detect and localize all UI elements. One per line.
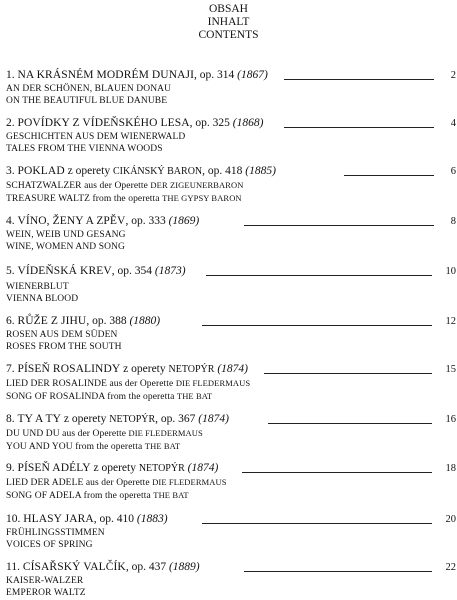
entry-opus: , op. 418 (202, 165, 243, 177)
entry-de: KAISER-WALZER (6, 576, 84, 586)
entry-en: ON THE BEAUTIFUL BLUE DANUBE (6, 96, 168, 106)
entry-de-source: DIE FLEDERMAUS (152, 477, 227, 487)
entry-year: (1889) (168, 561, 200, 573)
entry-number: 7. (6, 363, 15, 375)
toc-entry[interactable] (6, 512, 456, 551)
entry-connector: z operety (64, 165, 113, 177)
entry-heading (6, 264, 456, 279)
entry-title: PÍSEŇ ROSALINDY (17, 363, 121, 375)
entry-en-title: YOU AND YOU (6, 442, 73, 452)
entry-en (6, 390, 456, 403)
toc-entry[interactable] (6, 560, 456, 599)
entry-de-title: LIED DER ROSALINDE (6, 379, 108, 389)
toc-entry[interactable] (6, 68, 456, 107)
leader-rule (244, 225, 434, 226)
leader-rule (284, 127, 434, 128)
entry-de-connector: aus der Operette (83, 478, 153, 488)
entry-en-source: THE GYPSY BARON (162, 193, 242, 203)
entry-de: FRÜHLINGSSTIMMEN (6, 528, 105, 538)
entry-number: 3. (6, 165, 15, 177)
entry-number: 6. (6, 315, 15, 327)
leader-rule (202, 325, 432, 326)
entry-de-source: DIE FLEDERMAUS (128, 428, 203, 438)
entry-year: (1885) (245, 165, 276, 177)
entry-connector: z operety (61, 413, 110, 425)
entry-year: (1880) (129, 315, 161, 327)
entry-number: 4. (6, 215, 15, 227)
entry-page: 22 (445, 562, 456, 573)
entry-en: ROSES FROM THE SOUTH (6, 342, 122, 352)
entry-de (6, 377, 456, 390)
entry-page: 2 (450, 70, 456, 81)
entry-heading (6, 560, 456, 575)
leader-rule (284, 79, 434, 80)
entry-title: PÍSEŇ ADÉLY (17, 462, 91, 474)
entry-number: 1. (6, 69, 15, 81)
entry-de: WIENERBLUT (6, 282, 69, 292)
entry-en: EMPEROR WALTZ (6, 588, 86, 598)
header-title-cs: OBSAH (209, 3, 248, 15)
entry-de (6, 179, 456, 192)
entry-title: NA KRÁSNÉM MODRÉM DUNAJI (17, 69, 195, 81)
entry-page: 12 (445, 316, 456, 327)
entry-page: 15 (445, 364, 456, 375)
entry-en-title: SONG OF ROSALINDA (6, 392, 105, 402)
entry-number: 2. (6, 117, 15, 129)
entry-year: (1868) (232, 117, 264, 129)
entry-heading (6, 68, 456, 83)
entry-page: 4 (450, 118, 456, 129)
entry-de-title: DU UND DU (6, 429, 60, 439)
entry-source-operetta: NETOPÝR (109, 414, 156, 425)
entry-en-source: THE BAT (176, 391, 213, 401)
leader-rule (264, 373, 432, 374)
entry-year: (1874) (217, 363, 248, 375)
entry-page: 16 (445, 414, 456, 425)
toc-entry[interactable] (6, 264, 456, 305)
entry-heading (6, 512, 456, 527)
entry-number: 5. (6, 265, 15, 277)
entry-en (6, 192, 456, 205)
entry-page: 18 (445, 463, 456, 474)
toc-entry[interactable] (6, 116, 456, 155)
entry-title: CÍSAŘSKÝ VALČÍK (22, 561, 126, 573)
entry-year: (1867) (237, 69, 268, 81)
entry-heading (6, 461, 456, 476)
entry-en: WINE, WOMEN AND SONG (6, 242, 125, 252)
entry-year: (1874) (187, 462, 219, 474)
entry-en-connector: from the operetta (90, 194, 163, 204)
entry-year: (1874) (198, 413, 229, 425)
entry-page: 6 (450, 166, 456, 177)
entry-de (6, 476, 456, 489)
entry-year: (1883) (136, 513, 168, 525)
leader-rule (202, 523, 432, 524)
entry-en-connector: from the operetta (72, 442, 145, 452)
entry-de: GESCHICHTEN AUS DEM WIENERWALD (6, 132, 186, 142)
entry-title: HLASY JARA (23, 513, 94, 525)
entry-year: (1873) (154, 265, 186, 277)
entry-de (6, 427, 456, 440)
entry-de-title: SCHATZWALZER (6, 181, 82, 191)
header-title-de: INHALT (207, 16, 250, 28)
entry-en-source: THE BAT (144, 441, 181, 451)
toc-entry[interactable] (6, 412, 456, 453)
entry-connector: z operety (120, 363, 169, 375)
entry-en-source: THE BAT (153, 490, 189, 500)
entry-en-connector: from the operetta (104, 392, 177, 402)
entry-source-operetta: NETOPÝR (168, 364, 215, 375)
leader-rule (244, 571, 432, 572)
entry-de: AN DER SCHÖNEN, BLAUEN DONAU (6, 84, 172, 94)
entry-de-title: LIED DER ADELE (6, 478, 84, 488)
entry-de-source: DIE FLEDERMAUS (175, 378, 251, 388)
entry-page: 8 (450, 216, 456, 227)
entry-de-connector: aus der Operette (107, 379, 176, 389)
entry-opus: , op. 314 (194, 69, 235, 81)
entry-number: 8. (6, 413, 15, 425)
entry-title: VÍDEŇSKÁ KREV (17, 265, 112, 277)
entry-opus: , op. 325 (189, 117, 230, 129)
header-title-en: CONTENTS (198, 29, 259, 41)
entry-heading (6, 116, 456, 131)
entry-heading (6, 412, 456, 427)
entry-source-operetta: NETOPÝR (138, 463, 185, 474)
entry-heading (6, 314, 456, 329)
entry-en (6, 440, 456, 453)
entry-connector: z operety (90, 462, 139, 474)
entry-opus: , op. 354 (111, 265, 153, 277)
entry-heading (6, 214, 456, 229)
entry-de-source: DER ZIGEUNERBARON (150, 180, 244, 190)
entry-page: 10 (445, 266, 456, 277)
entry-opus: , op. 388 (86, 315, 127, 327)
entry-en: VOICES OF SPRING (6, 540, 93, 550)
entry-year: (1869) (168, 215, 200, 227)
entry-en: VIENNA BLOOD (6, 294, 79, 304)
entry-title: VÍNO, ŽENY A ZPĚV (17, 215, 126, 227)
entry-number: 10. (6, 513, 21, 525)
entry-heading (6, 164, 456, 179)
toc-entry[interactable] (6, 461, 456, 502)
entry-de-connector: aus der Operette (59, 429, 129, 439)
entry-heading (6, 362, 456, 377)
entry-opus: , op. 367 (155, 413, 196, 425)
toc-entry[interactable] (6, 362, 456, 403)
entry-en: TALES FROM THE VIENNA WOODS (6, 144, 163, 154)
entry-number: 9. (6, 462, 15, 474)
leader-rule (206, 275, 432, 276)
entry-de-connector: aus der Operette (81, 181, 151, 191)
leader-rule (268, 423, 432, 424)
entry-number: 11. (6, 561, 20, 573)
entry-en (6, 489, 456, 502)
entry-en-title: SONG OF ADELA (6, 491, 82, 501)
entry-title: RŮŽE Z JIHU (17, 315, 87, 327)
entry-title: POKLAD (17, 165, 65, 177)
entry-opus: , op. 333 (125, 215, 166, 227)
entry-en-connector: from the operetta (81, 491, 154, 501)
entry-source-operetta: CIKÁNSKÝ BARON (112, 166, 203, 177)
entry-page: 20 (445, 514, 456, 525)
entry-de: WEIN, WEIB UND GESANG (6, 230, 126, 240)
entry-opus: , op. 437 (125, 561, 167, 573)
entry-opus: , op. 410 (93, 513, 135, 525)
leader-rule (344, 175, 434, 176)
entry-en-title: TREASURE WALTZ (6, 194, 91, 204)
entry-title: POVÍDKY Z VÍDEŇSKÉHO LESA (17, 117, 190, 129)
entry-title: TY A TY (17, 413, 62, 425)
contents-header (0, 3, 457, 42)
toc-entry[interactable] (6, 314, 456, 353)
leader-rule (242, 472, 432, 473)
entry-de: ROSEN AUS DEM SÜDEN (6, 330, 118, 340)
toc-entry[interactable] (6, 164, 456, 205)
toc-entry[interactable] (6, 214, 456, 253)
